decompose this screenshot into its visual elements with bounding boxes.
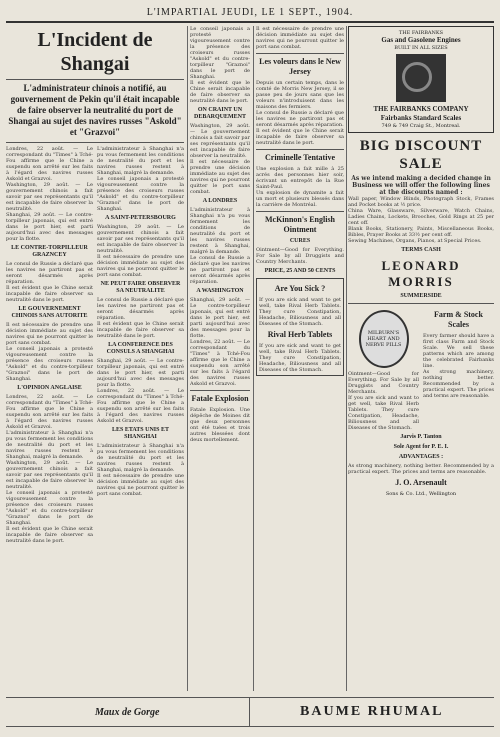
paragraph: Il est nécessaire de prendre une décision immédiate au sujet des navires qui ne pourront quitter le port sans combat. [6,322,93,346]
tentative-headline: Criminelle Tentative [265,153,335,162]
paragraph: Le conseil japonais a protesté vigoureusement contre la présence des croiseurs russes "Askold" et du contre-torpilleur "Graznoi" dans le port de Shanghai. [6,346,93,382]
second-column [190,26,250,691]
lead-column [6,26,184,691]
third-column [256,26,344,691]
divider [190,390,250,391]
paragraph: L'administrateur à Shanghai n'a pu vous fermement les conditions de neutralité du port et les navires russes restent à Shanghai, malgré la demande. [6,430,93,460]
arsenault-name: J. O. Arsenault [395,478,447,487]
paragraph: Ointment—Good for Everything. For Sale by all Druggists and Country Merchants. [348,371,419,395]
sale-line: Sewing Machines, Organs, Pianos, at Special Prices. [348,238,482,244]
fairbanks-address: 749 & 749 Craig St., Montreal. [381,123,461,129]
fairbanks-scales: Fairbanks Standard Scales [380,114,462,122]
paragraph: Le conseil japonais a protesté vigoureusement contre la présence des croiseurs russes "Askold" et du contre-torpilleur "Graznoi" dans le port de Shanghai. [97,176,184,212]
terms: TERMS CASH [401,247,441,253]
sale-line: Wall paper, Window Blinds, Photograph Stock, Frames and Pocket books at ½ price. [348,196,494,208]
ads-column [348,26,494,691]
footer-left: Maux de Gorge [95,706,160,718]
paragraph: Un explosion de dynamite a fait un mort et plusieurs blessés dans la carrière de Montréal. [256,190,344,208]
fairbanks-title: Gas and Gasolene Engines [381,36,461,44]
paragraph: Le conseil japonais a protesté vigoureusement contre la présence des croiseurs russes "Askold" et du contre-torpilleur "Graznoi" dans le port de Shanghai. [190,26,250,80]
sale-line: Blank Books, Stationery, Paints, Miscellaneous Books, Bibles, Prayer Books at 33½ per cent off. [348,226,494,238]
farm-stock-headline: Farm & Stock Scales [434,310,483,329]
columns [6,26,494,691]
subhead: L'OPINION ANGLAISE [17,385,82,391]
masthead: L'IMPARTIAL JEUDI, LE 1 SEPT., 1904. [6,6,494,23]
paragraph: Il est nécessaire de prendre une décision immédiate au sujet des navires qui ne pourront quitter le port sans combat. [97,254,184,278]
lead-deck: L'administrateur chinois a notifié, au gouvernement de Pekin qu'il était incapable de faire observer la neutralité du port de Shangai au sujet des navires russes "Askold" et "Grazvoi" [8,83,182,137]
advantages: ADVANTAGES : [398,454,444,460]
lower-ads [348,307,494,431]
subhead: LE CONTRE-TORPILLEUR GRAZNCEY [11,245,88,258]
paragraph: Londres, 22 août. — Le correspondant du "Times" à Tché-Fou affirme que le Chine a suspendu son arrêté sur les faits à l'égard des navires russes Askold et Grazvoi. [6,146,93,182]
cures-label: CURES [289,238,311,244]
paragraph: Washington, 29 août. — Le gouvernement chinois a fait savoir par ses représentants qu'il est incapable de faire observer la neutralité. [97,224,184,254]
paragraph: Il est évident que le Chine serait incapable de faire observer sa neutralité dans le port. [190,80,250,104]
fairbanks-ad [348,26,494,133]
fairbanks-line: BUILT IN ALL SIZES [394,45,448,51]
hat-text: MILBURN'S HEART AND NERVE PILLS [365,330,402,348]
divider [256,53,344,54]
lm-town: SUMMERSIDE [400,293,442,299]
lead-body-left [6,146,93,544]
lm-name: LEONARD MORRIS [381,258,461,289]
paragraph: Shanghai, 29 août. — Le contre-torpilleur japonais, qui est entré dans le port hier, est parti aujourd'hui avec des messages pour la flotte. [6,212,93,242]
paragraph: Washington, 29 août. — Le gouvernement chinois a fait savoir par ses représentants qu'il est incapable de faire observer la neutralité. [190,123,250,159]
paragraph: Il est évident que le Chine serait incapable de faire observer sa neutralité dans le port. [97,321,184,339]
paragraph: Le conseil japonais a protesté vigoureusement contre la présence des croiseurs russes "Askold" et du contre-torpilleur "Graznoi" dans le port de Shanghai. [6,490,93,526]
rival-headline: Rival Herb Tablets [267,330,333,339]
fairbanks-top: THE FAIRBANKS [398,30,444,36]
divider [6,142,184,143]
paragraph: Washington, 29 août. — Le gouvernement chinois a fait savoir par ses représentants qu'il est incapable de faire observer la neutralité. [6,460,93,490]
divider [6,79,184,80]
divider [348,303,494,304]
paragraph: If you are sick and want to get well, take Rival Herb Tablets. They cure Constipation, Headache, Biliousness and all Diseases of the Stomach. [259,343,341,373]
paragraph: If you are sick and want to get well, take Rival Herb Tablets. They cure Constipation, Headache, Biliousness and all Diseases of the Stomach. [348,395,419,431]
paragraph: L'administrateur à Shanghai n'a pu vous fermement les conditions de neutralité du port et les navires russes restent à Shanghai, malgré la demande. [97,146,184,176]
paragraph: Depuis un certain temps, dans le comté de Morris New Jersey, il se passe peu de jours sans que les voleurs n'introduisent dans les maisons des fermiers. [256,80,344,110]
subhead: NE PEUT FAIRE OBSERVER SA NEUTRALITE [100,281,181,294]
paragraph: Le consul de Russie a déclaré que les navires ne partiront pas et seront désarmés après réparation. [6,261,93,285]
paragraph: Londres, 22 août. — Le correspondant du "Times" à Tché-Fou affirme que le Chine a suspendu son arrêté sur les faits à l'égard des navires russes Askold et Grazvoi. [190,339,250,387]
subhead: A WASHINGTON [196,288,244,294]
sale-intro: As we intend making a decided change in Business we will offer the following lines at the discounts named : [351,175,491,196]
paragraph: Washington, 29 août. — Le gouvernement chinois a fait savoir par ses représentants qu'il est incapable de faire observer la neutralité. [6,182,93,212]
paragraph: Le consul de Russie a déclaré que les navires ne partiront pas et seront désarmés après réparation. [190,255,250,285]
ointment-headline: McKinnon's English Ointment [264,215,336,234]
paragraph: Shanghai, 29 août. — Le contre-torpilleur japonais, qui est entré dans le port hier, est parti aujourd'hui avec des messages pour la flotte. [190,297,250,339]
paragraph: Ointment—Good for Everything. For Sale by all Druggists and Country Merchants. [256,247,344,265]
scales-ad [423,307,494,431]
newspaper-page [6,6,494,731]
paragraph: Il est évident que le Chine serait incapable de faire observer sa neutralité dans le port. [6,285,93,303]
paragraph: Il est évident que le Chine serait incapable de faire observer sa neutralité dans le port. [256,128,344,146]
column-rule [346,26,347,691]
footer-banner [6,697,494,727]
paragraph: As strong machinery, nothing better. Recommended by a practical expert. The prices and terms are reasonable. [348,463,494,475]
subhead: ON CRAINT UN DEBARQUEMENT [193,107,246,120]
paragraph: Il est nécessaire de prendre une décision immédiate au sujet des navires qui ne pourront quitter le port sans combat. [190,159,250,195]
sick-ad-box [256,278,344,376]
paragraph: Every farmer should have a first class Farm and Stock Scale. We sell these patterns which are among the celebrated Fairbanks line. [423,333,494,369]
paragraph: Le consul de Russie a déclaré que les navires ne partiront pas et seront désarmés après réparation. [97,297,184,321]
price-label: PRICE, 25 AND 50 CENTS [264,268,336,274]
fairbanks-company: THE FAIRBANKS COMPANY [373,105,469,113]
divider [256,149,344,150]
explosion-headline: Fatale Explosion [191,394,249,403]
paragraph: Londres, 22 août. — Le correspondant du "Times" à Tché-Fou affirme que le Chine a suspendu son arrêté sur les faits à l'égard des navires russes Askold et Grazvoi. [97,388,184,424]
divider [256,211,344,212]
paragraph: Il est évident que le Chine serait incapable de faire observer sa neutralité dans le port. [6,526,93,544]
subhead: LE GOUVERNEMENT CHINOIS SANS AUTORITE [11,306,88,319]
paragraph: If you are sick and want to get well, take Rival Herb Tablets. They cure Constipation, Headache, Biliousness and all Diseases of the Stomach. [259,297,341,327]
paragraph: Il est nécessaire de prendre une décision immédiate au sujet des navires qui ne pourront quitter le port sans combat. [256,26,344,50]
subhead: A LONDRES [202,198,238,204]
tanton-sub: Sole Agent for P. E. I. [393,444,449,450]
paragraph: Le consul de Russie a déclaré que les navires ne partiront pas et seront désarmés après réparation. [256,110,344,128]
column-rule [187,26,188,691]
subhead: LES ETATS UNIS ET SHANGHAI [112,427,169,440]
lead-headline: L'Incident de Shangai [37,29,153,75]
lead-body [6,146,184,544]
paragraph: Londres, 22 août. — Le correspondant du "Times" à Tché-Fou affirme que le Chine a suspendu son arrêté sur les faits à l'égard des navires russes Askold et Grazvoi. [6,394,93,430]
paragraph: Il est nécessaire de prendre une décision immédiate au sujet des navires qui ne pourront quitter le port sans combat. [97,473,184,497]
column-rule [253,26,254,691]
voleurs-headline: Les voleurs dans le New Jersey [259,57,341,76]
paragraph: L'administrateur à Shanghai n'a pu vous fermement les conditions de neutralité du port et les navires russes restent à Shanghai, malgré la demande. [190,207,250,255]
hat-ad [348,307,419,431]
paragraph: Shanghai, 29 août. — Le contre-torpilleur japonais, qui est entré dans le port hier, est parti aujourd'hui avec des messages pour la flotte. [97,358,184,388]
big-sale-headline: BIG DISCOUNT SALE [359,138,483,172]
sick-headline: Are You Sick ? [274,284,326,293]
engine-illustration-icon [396,54,446,102]
tanton-name: Jarvis P. Tanton [400,434,442,440]
footer-right: BAUME RHUMAL [249,698,495,726]
paragraph: Une explosion a fait mille à 25 acrés des personnes hier soir, écrivant un entrepôt de la Rue Saint-Paul. [256,166,344,190]
subhead: A SAINT-PETERSBOURG [105,215,176,221]
lead-body-right [97,146,184,544]
paragraph: Fatale Explosion. Une dépêche de Moines dit que deux personnes ont été tuées et trois autres blessées dont deux mortellement. [190,407,250,443]
paragraph: As strong machinery, nothing better. Recommended by a practical expert. The prices and terms are reasonable. [423,369,494,399]
milburn-badge-icon [359,310,409,368]
paragraph: L'administrateur à Shanghai n'a pu vous fermement les conditions de neutralité du port et les navires russes restent à Shanghai, malgré la demande. [97,443,184,473]
sale-line: China Ware, Glassware, Silverware, Watch Chains, Ladies Chains, Lockets, Brooches, Gold Rings at 25 per cent off. [348,208,494,226]
subhead: LA CONFERENCE DES CONSULS A SHANGHAI [106,342,175,355]
arsenault-sub: Sons & Co. Ltd., Wellington [385,491,457,497]
